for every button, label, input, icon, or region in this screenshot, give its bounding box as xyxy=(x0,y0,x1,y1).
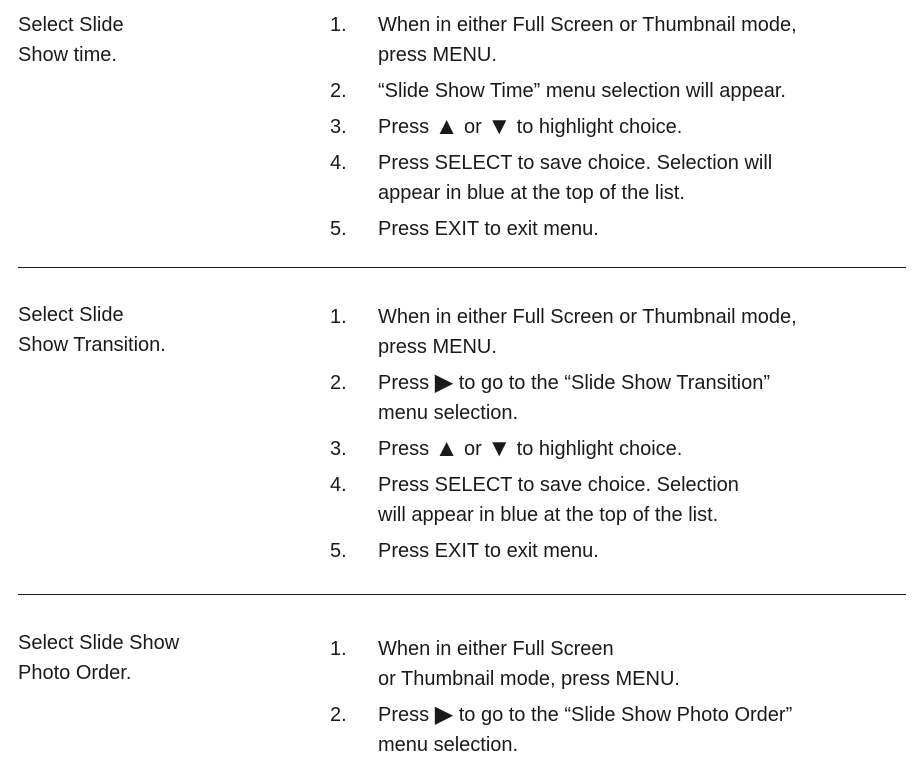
step-text: When in either Full Screen or Thumbnail mode, press MENU. xyxy=(378,14,797,66)
step-number: 3. xyxy=(330,116,347,138)
step-list xyxy=(330,634,890,766)
step-text-after: to go to the “Slide Show Transition” menu selection. xyxy=(378,372,770,424)
down-triangle-icon: ▼ xyxy=(487,435,512,462)
step-number: 1. xyxy=(330,14,347,36)
step-number: 1. xyxy=(330,306,347,328)
step-text-middle: or xyxy=(458,438,488,460)
step-item xyxy=(330,302,890,362)
step-text-before: Press xyxy=(378,438,435,460)
step-number: 4. xyxy=(330,474,347,496)
step-text: Press SELECT to save choice. Selection will appear in blue at the top of the list. xyxy=(378,474,739,526)
step-item xyxy=(330,112,890,142)
section-title: Select Slide Show Photo Order. xyxy=(18,632,180,684)
step-text-after: to highlight choice. xyxy=(511,116,683,138)
step-text xyxy=(378,368,890,428)
step-number: 3. xyxy=(330,438,347,460)
step-text-middle: or xyxy=(458,116,488,138)
step-item xyxy=(330,76,890,106)
section-divider xyxy=(18,594,906,595)
step-text-after: to go to the “Slide Show Photo Order” menu selection. xyxy=(378,704,793,756)
step-number: 1. xyxy=(330,638,347,660)
down-triangle-icon: ▼ xyxy=(487,113,512,140)
right-triangle-icon: ▶ xyxy=(434,701,454,728)
step-item xyxy=(330,148,890,208)
step-text: “Slide Show Time” menu selection will appear. xyxy=(378,80,786,102)
step-text: Press EXIT to exit menu. xyxy=(378,218,599,240)
step-list xyxy=(330,302,890,572)
step-text xyxy=(378,700,890,760)
step-item xyxy=(330,10,890,70)
step-text-before: Press xyxy=(378,704,435,726)
step-item xyxy=(330,470,890,530)
step-item xyxy=(330,634,890,694)
step-number: 2. xyxy=(330,704,347,726)
step-text-before: Press xyxy=(378,116,435,138)
section-title: Select Slide Show Transition. xyxy=(18,304,166,356)
step-text-after: to highlight choice. xyxy=(511,438,683,460)
up-triangle-icon: ▲ xyxy=(434,113,459,140)
section-title: Select Slide Show time. xyxy=(18,14,124,66)
step-item xyxy=(330,536,890,566)
up-triangle-icon: ▲ xyxy=(434,435,459,462)
step-item xyxy=(330,214,890,244)
step-text: When in either Full Screen or Thumbnail mode, press MENU. xyxy=(378,306,797,358)
right-triangle-icon: ▶ xyxy=(434,369,454,396)
step-text xyxy=(378,434,890,464)
step-item xyxy=(330,434,890,464)
step-item xyxy=(330,700,890,760)
step-text: When in either Full Screen or Thumbnail mode, press MENU. xyxy=(378,638,680,690)
section-divider xyxy=(18,267,906,268)
step-text-before: Press xyxy=(378,372,435,394)
step-number: 2. xyxy=(330,372,347,394)
step-number: 4. xyxy=(330,152,347,174)
step-text xyxy=(378,112,890,142)
step-number: 5. xyxy=(330,218,347,240)
step-number: 2. xyxy=(330,80,347,102)
step-text: Press SELECT to save choice. Selection will appear in blue at the top of the list. xyxy=(378,152,773,204)
step-number: 5. xyxy=(330,540,347,562)
step-text: Press EXIT to exit menu. xyxy=(378,540,599,562)
step-item xyxy=(330,368,890,428)
step-list xyxy=(330,10,890,250)
